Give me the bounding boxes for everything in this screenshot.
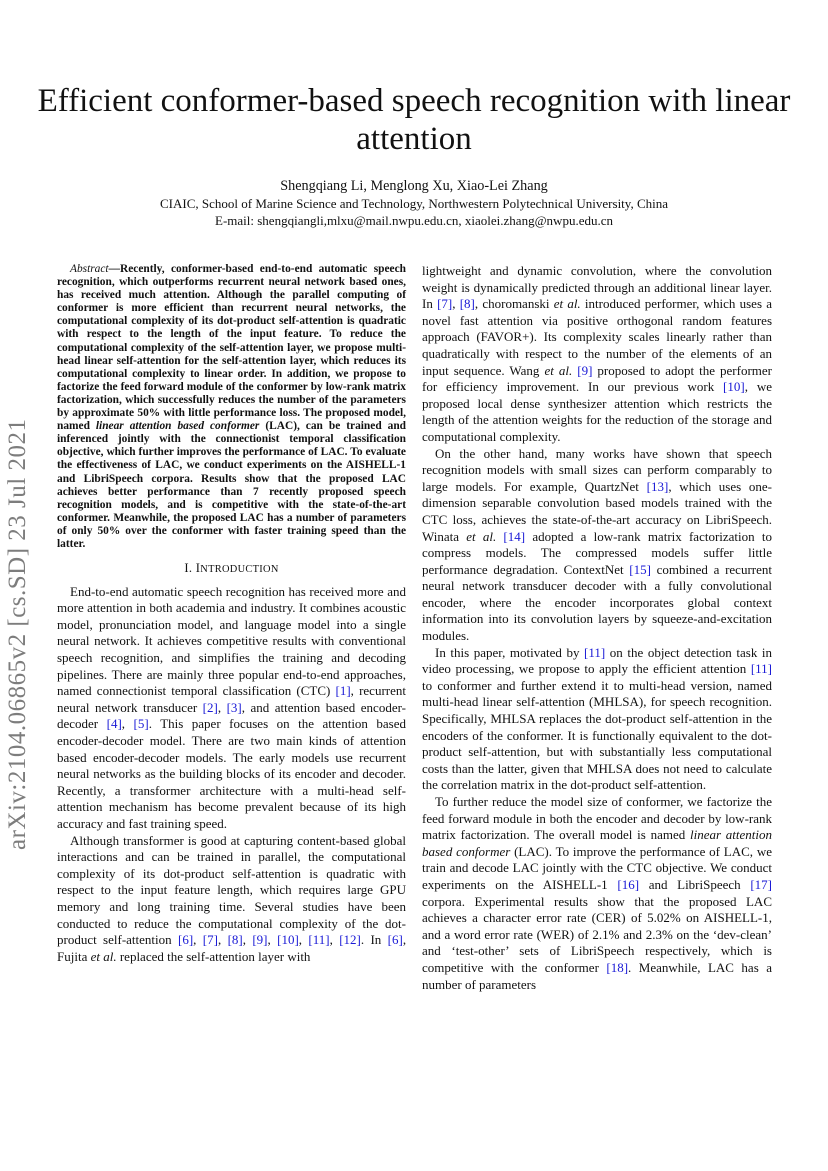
citation-link[interactable]: [4] <box>106 716 122 732</box>
text-run: proposed to adopt the performer for efficiency improvement. In our previous work <box>422 362 772 395</box>
abstract <box>57 263 406 551</box>
intro-paragraph-1 <box>57 584 406 833</box>
section-title-rest: NTRODUCTION <box>200 564 279 576</box>
et-al: et al. <box>544 362 573 378</box>
citation-link[interactable]: [1] <box>335 683 351 699</box>
intro-paragraph-3 <box>422 263 772 446</box>
citation-link[interactable]: [10] <box>277 932 299 948</box>
citation-link[interactable]: [3] <box>226 699 242 715</box>
left-column <box>57 263 406 965</box>
citation-link[interactable]: [14] <box>503 528 526 544</box>
et-al: et al. <box>90 948 117 964</box>
section-numeral: I. <box>184 561 193 576</box>
text-run: , choromanski <box>474 296 554 312</box>
text-run: to conformer and further extend it to multi-head version, named multi-head linear self-attention (MHLSA), for speech recognition. Specifically, MHLSA replaces the dot-product self-attention in the encoders of the conformer. It is functionally equivalent to the dot-product self-attention, but with substantially less computational costs than the latter, given that MHLSA does not need to calculate the correlation matrix in the dot-product self-attention. <box>422 677 772 793</box>
text-run: and LibriSpeech <box>639 876 751 892</box>
et-al: et al. <box>466 528 497 544</box>
text-run: . Meanwhile, LAC has a number of parameters <box>422 959 772 992</box>
intro-paragraph-4 <box>422 446 772 645</box>
abstract-text-2: (LAC), can be trained and inferenced jointly with the connectionist temporal classification objective, which further improves the performance of LAC. To evaluate the effectiveness of LAC, we conduct experiments on the AISHELL-1 and LibriSpeech corpora. Results show that the proposed LAC achieves better performance than 7 recently proposed speech recognition models, and is competitive with the state-of-the-art conformer. Meanwhile, the proposed LAC has a number of parameters of only 50% over the conformer with faster training speed than the latter. <box>57 420 406 550</box>
text-run: End-to-end automatic speech recognition has received more and more attention in both academia and industry. It combines acoustic model, pronunciation model, and language model into a single neural network. It achieves competitive results with conventional speech recognition, and simplifies the training and decoding pipelines. There are mainly three popular end-to-end approaches, named connectionist temporal classification (CTC) <box>57 583 406 699</box>
citation-link[interactable]: [11] <box>584 644 606 660</box>
citation-link[interactable]: [9] <box>577 362 593 378</box>
author-list: Shengqiang Li, Menglong Xu, Xiao-Lei Zhang <box>280 178 548 194</box>
citation-link[interactable]: [5] <box>133 716 149 732</box>
text-run: . In <box>360 932 388 948</box>
intro-paragraph-2 <box>57 833 406 966</box>
paper-title: Efficient conformer-based speech recognition with linear attention <box>37 83 791 157</box>
text-run: , <box>193 932 203 948</box>
text-run: , <box>242 932 253 948</box>
affiliation: CIAIC, School of Marine Science and Technology, Northwestern Polytechnical University, China <box>159 196 669 211</box>
arxiv-identifier: arXiv:2104.06865v2 [cs.SD] 23 Jul 2021 <box>4 418 31 850</box>
text-run: , which uses one-dimension separable convolution based models trained with the CTC loss, achieves the state-of-the-art accuracy on LibriSpeech. Winata <box>422 478 773 544</box>
text-run: , Fujita <box>57 932 407 964</box>
citation-link[interactable]: [17] <box>750 876 773 892</box>
text-run: , <box>217 699 227 715</box>
citation-link[interactable]: [15] <box>629 561 651 577</box>
text-run: , <box>267 932 278 948</box>
text-run: , and attention based encoder-decoder <box>57 699 406 732</box>
citation-link[interactable]: [9] <box>252 932 268 948</box>
text-run: (LAC). To improve the performance of LAC, we train and decode LAC jointly with the CTC objective. We conduct experiments on the AISHELL-1 <box>422 843 772 892</box>
model-name: linear attention based conformer <box>422 827 772 859</box>
citation-link[interactable]: [2] <box>202 699 218 715</box>
abstract-dash: — <box>108 263 120 275</box>
text-run: lightweight and dynamic convolution, where the convolution weight is dynamically predicted through an additional linear layer. In <box>422 263 772 312</box>
citation-link[interactable]: [16] <box>617 876 640 892</box>
text-run: adopted a low-rank matrix factorization to compress models. The compressed models suffer little performance degradation. ContextNet <box>422 528 772 577</box>
citation-link[interactable]: [8] <box>227 932 243 948</box>
text-run: replaced the self-attention layer with <box>116 948 311 964</box>
citation-link[interactable]: [18] <box>606 959 629 975</box>
author-email: E-mail: shengqiangli,mlxu@mail.nwpu.edu.cn, xiaolei.zhang@nwpu.edu.cn <box>215 213 613 228</box>
text-run: , <box>121 716 134 732</box>
text-run: Although transformer is good at capturing content-based global interactions and can be trained in parallel, the computational complexity of its dot-product self-attention is quadratic with respect to the input feature length, which requires large GPU memory and long training time. Several studies have been conducted to reduce the computational complexity of the dot-product self-attention <box>57 832 406 948</box>
text-run: , <box>329 932 340 948</box>
section-initial: I <box>195 561 201 576</box>
citation-link[interactable]: [7] <box>202 932 218 948</box>
et-al: et al. <box>553 296 581 312</box>
citation-link[interactable]: [11] <box>750 661 772 677</box>
abstract-model-name: linear attention based conformer <box>95 420 260 433</box>
text-run: On the other hand, many works have shown that speech recognition models with small sizes can perform comparably to large models. For example, QuartzNet <box>422 445 772 494</box>
abstract-label: Abstract <box>70 263 109 275</box>
right-column <box>422 263 772 993</box>
citation-link[interactable]: [6] <box>178 932 194 948</box>
citation-link[interactable]: [11] <box>308 932 330 948</box>
text-run: To further reduce the model size of conformer, we factorize the feed forward module in both the encoder and decoder by low-rank matrix factorization. The overall model is named <box>422 794 772 843</box>
text-run: combined a recurrent neural network transducer decoder with a fully convolutional encoder, where the encoder incorporates global context information into its convolution layers by squeeze-and-excitation modules. <box>422 561 772 644</box>
text-run: In this paper, motivated by <box>435 644 585 660</box>
text-run: on the object detection task in video processing, we propose to apply the efficient attention <box>422 644 772 677</box>
citation-link[interactable]: [13] <box>646 478 669 494</box>
text-run: corpora. Experimental results show that the proposed LAC achieves a character error rate (CER) of 5.02% on AISHELL-1, and a word error rate (WER) of 2.1% and 2.3% on the ‘dev-clean’ and ‘test-other’ sets of LibriSpeech respectively, which is competitive with the conformer <box>422 893 772 975</box>
citation-link[interactable]: [10] <box>723 379 745 395</box>
citation-link[interactable]: [12] <box>339 932 361 948</box>
section-heading-introduction <box>57 560 406 579</box>
citation-link[interactable]: [8] <box>459 296 475 312</box>
citation-link[interactable]: [7] <box>437 296 453 312</box>
citation-link[interactable]: [6] <box>387 932 403 948</box>
text-run: , recurrent neural network transducer <box>57 683 406 715</box>
text-run: introduced performer, which uses a novel fast attention via positive orthogonal random features approach (FAVOR+). Its complexity scales linearly rather than quadratically with respect to the number of the elements of an input sequence. Wang <box>422 296 772 378</box>
text-run: . This paper focuses on the attention based encoder-decoder model. There are two main kinds of attention based encoder-decoder models. The early models use recurrent neural networks as the building blocks of its encoder and decoder. Recently, a transformer architecture with a multi-head self-attention mechanism has become prevalent because of its high accuracy and fast training speed. <box>57 716 407 831</box>
intro-paragraph-5 <box>422 645 772 794</box>
abstract-text-1: Recently, conformer-based end-to-end automatic speech recognition, which outperforms recurrent neural network based ones, has received much attention. Although the parallel computing of conformer is more efficient than recurrent neural networks, the computational complexity of its dot-product self-attention is quadratic with respect to the length of the input feature. To reduce the computational complexity of the self-attention layer, we propose multi-head linear self-attention for the self-attention layer, which reduces its computational complexity to linear order. In addition, we propose to factorize the feed forward module of the conformer by low-rank matrix factorization, which successfully reduces the number of the parameters by approximate 50% with little performance loss. The proposed model, named <box>57 263 406 433</box>
intro-paragraph-6 <box>422 794 772 993</box>
text-run: , we proposed local dense synthesizer attention which restricts the length of the attention weights for the reduction of the storage and computational complexity. <box>422 379 772 444</box>
text-run: , <box>217 932 228 948</box>
text-run: , <box>298 932 309 948</box>
text-run: , <box>452 296 460 312</box>
